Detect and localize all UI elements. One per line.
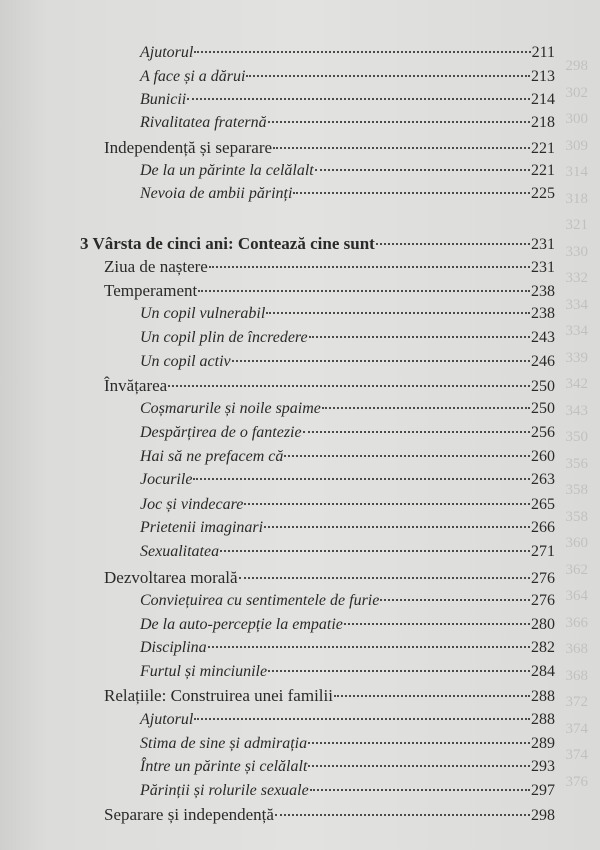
subsection-entry [140, 661, 555, 683]
subsection-entry [140, 160, 555, 182]
page-number: 238 [531, 305, 555, 322]
subsection-entry [140, 89, 555, 111]
entry-title: Ziua de naștere [104, 257, 208, 276]
page-number: 271 [531, 543, 555, 560]
page-number: 288 [531, 711, 555, 728]
ghost-number: 374 [565, 747, 588, 763]
subsection-entry [140, 327, 555, 349]
entry-title: Temperament [104, 281, 198, 300]
ghost-number: 362 [565, 561, 588, 578]
subsection-entry [140, 66, 555, 88]
entry-title: De la auto-percepție la empatie [140, 616, 343, 633]
entry-title: Un copil vulnerabil [140, 305, 266, 322]
ghost-number: 350 [565, 429, 588, 445]
section-entry [104, 137, 555, 160]
page-number: 250 [531, 378, 555, 395]
page-number: 221 [531, 162, 555, 179]
dot-leader [344, 623, 530, 625]
entry-title: Relațiile: Construirea unei familii [104, 686, 333, 705]
dot-leader [315, 169, 530, 171]
dot-leader [266, 312, 530, 314]
dot-leader [308, 765, 530, 767]
dot-leader [376, 243, 530, 245]
entry-title: Nevoia de ambii părinți [140, 185, 293, 202]
subsection-entry [140, 780, 555, 802]
subsection-entry [140, 709, 555, 731]
ghost-number: 368 [565, 641, 588, 657]
dot-leader [232, 360, 530, 362]
ghost-number: 364 [565, 588, 588, 604]
subsection-entry [140, 303, 555, 325]
section-entry [104, 567, 555, 590]
ghost-number: 332 [565, 270, 588, 286]
entry-title: Furtul și minciunile [140, 663, 268, 680]
subsection-entry [140, 183, 555, 205]
page-number: 289 [531, 735, 555, 752]
entry-title: Un copil plin de încredere [140, 329, 308, 346]
dot-leader [244, 503, 530, 505]
entry-title: Dezvoltarea morală [104, 568, 238, 587]
ghost-number: 334 [565, 296, 588, 313]
page-number: 214 [531, 91, 555, 108]
page-number: 231 [531, 259, 555, 276]
dot-leader [193, 478, 530, 480]
page-number: 298 [531, 807, 555, 824]
entry-title: Sexualitatea [140, 543, 220, 560]
dot-leader [198, 290, 530, 292]
page-number: 288 [531, 688, 555, 705]
subsection-entry [140, 422, 555, 444]
dot-leader [309, 336, 530, 338]
entry-title: Bunicii [140, 91, 187, 108]
entry-title: Un copil activ [140, 353, 231, 370]
dot-leader [209, 266, 530, 268]
ghost-number: 358 [565, 508, 588, 525]
subsection-entry [140, 541, 555, 563]
ghost-number: 343 [565, 402, 588, 419]
ghost-number: 302 [565, 84, 588, 101]
page-number: 218 [531, 114, 555, 131]
dot-leader [284, 455, 530, 457]
dot-leader [208, 646, 530, 648]
entry-title: 3 Vârsta de cinci ani: Contează cine sunt [80, 234, 375, 253]
page-number: 211 [531, 44, 555, 61]
subsection-entry [140, 590, 555, 612]
page-number: 297 [531, 782, 555, 799]
subsection-entry [140, 733, 555, 755]
page-number: 246 [531, 353, 555, 370]
dot-leader [187, 98, 530, 100]
ghost-number: 368 [565, 667, 588, 684]
dot-leader [220, 550, 530, 552]
entry-title: Rivalitatea fraternă [140, 114, 267, 131]
subsection-entry [140, 494, 555, 516]
subsection-entry [140, 112, 555, 134]
page-number: 213 [531, 68, 555, 85]
entry-title: Independență și separare [104, 138, 273, 157]
dot-leader [168, 385, 530, 387]
ghost-number: 298 [565, 58, 588, 74]
entry-title: Prietenii imaginari [140, 519, 264, 536]
subsection-entry [140, 469, 555, 491]
ghost-number: 314 [565, 164, 588, 180]
entry-title: Conviețuirea cu sentimentele de furie [140, 592, 380, 609]
entry-title: Ajutorul [140, 711, 194, 728]
dot-leader [308, 742, 530, 744]
page-number: 265 [531, 496, 555, 513]
entry-title: A face și a dărui [140, 68, 246, 85]
section-entry [104, 256, 555, 279]
entry-title: Între un părinte și celălalt [140, 758, 308, 775]
ghost-number: 372 [565, 694, 588, 710]
section-entry [104, 804, 555, 827]
ghost-number: 374 [565, 720, 588, 737]
ghost-number: 318 [565, 190, 588, 207]
subsection-entry [140, 42, 555, 64]
dot-leader [264, 526, 530, 528]
dot-leader [334, 695, 530, 697]
page-number: 276 [531, 592, 555, 609]
entry-title: Joc și vindecare [140, 496, 244, 513]
entry-title: Disciplina [140, 639, 207, 656]
dot-leader [322, 407, 530, 409]
section-entry [104, 375, 555, 398]
ghost-number: 366 [565, 614, 588, 631]
entry-title: Părinții și rolurile sexuale [140, 782, 309, 799]
page-number: 243 [531, 329, 555, 346]
entry-title: Despărțirea de o fantezie [140, 424, 302, 441]
page-number: 263 [531, 471, 555, 488]
ghost-number: 321 [565, 217, 588, 233]
page-number: 266 [531, 519, 555, 536]
subsection-entry [140, 446, 555, 468]
page-number: 260 [531, 448, 555, 465]
subsection-entry [140, 398, 555, 420]
subsection-entry [140, 351, 555, 373]
dot-leader [303, 431, 530, 433]
entry-title: Coșmarurile și noile spaime [140, 400, 321, 417]
page-number: 250 [531, 400, 555, 417]
entry-title: De la un părinte la celălalt [140, 162, 314, 179]
page-number: 231 [531, 236, 555, 253]
ghost-number: 309 [565, 137, 588, 154]
section-entry [104, 685, 555, 708]
dot-leader [194, 51, 530, 53]
entry-title: Separare și independență [104, 805, 274, 824]
ghost-number: 358 [565, 482, 588, 498]
dot-leader [310, 789, 530, 791]
page-number: 276 [531, 570, 555, 587]
subsection-entry [140, 614, 555, 636]
page-number: 256 [531, 424, 555, 441]
ghost-number: 334 [565, 323, 588, 339]
page-number: 284 [531, 663, 555, 680]
subsection-entry [140, 756, 555, 778]
page-number: 282 [531, 639, 555, 656]
dot-leader [268, 670, 530, 672]
dot-leader [380, 599, 530, 601]
ghost-number: 342 [565, 376, 588, 392]
ghost-number: 330 [565, 243, 588, 260]
entry-title: Ajutorul [140, 44, 194, 61]
dot-leader [293, 192, 530, 194]
page-number: 238 [531, 283, 555, 300]
entry-title: Stima de sine și admirația [140, 735, 308, 752]
dot-leader [268, 121, 530, 123]
ghost-number: 360 [565, 535, 588, 551]
entry-title: Învățarea [104, 376, 168, 395]
dot-leader [194, 718, 530, 720]
ghost-number: 300 [565, 111, 588, 127]
page-number: 225 [531, 185, 555, 202]
ghost-number: 356 [565, 455, 588, 472]
entry-title: Hai să ne prefacem că [140, 448, 284, 465]
entry-title: Jocurile [140, 471, 193, 488]
page-number: 293 [531, 758, 555, 775]
dot-leader [239, 577, 530, 579]
ghost-number: 376 [565, 773, 588, 790]
dot-leader [273, 147, 530, 149]
dot-leader [275, 814, 530, 816]
page-number: 221 [531, 140, 555, 157]
subsection-entry [140, 637, 555, 659]
page-number: 280 [531, 616, 555, 633]
subsection-entry [140, 517, 555, 539]
section-entry [104, 280, 555, 303]
chapter-entry [80, 233, 555, 256]
dot-leader [246, 75, 530, 77]
ghost-number: 339 [565, 349, 588, 366]
